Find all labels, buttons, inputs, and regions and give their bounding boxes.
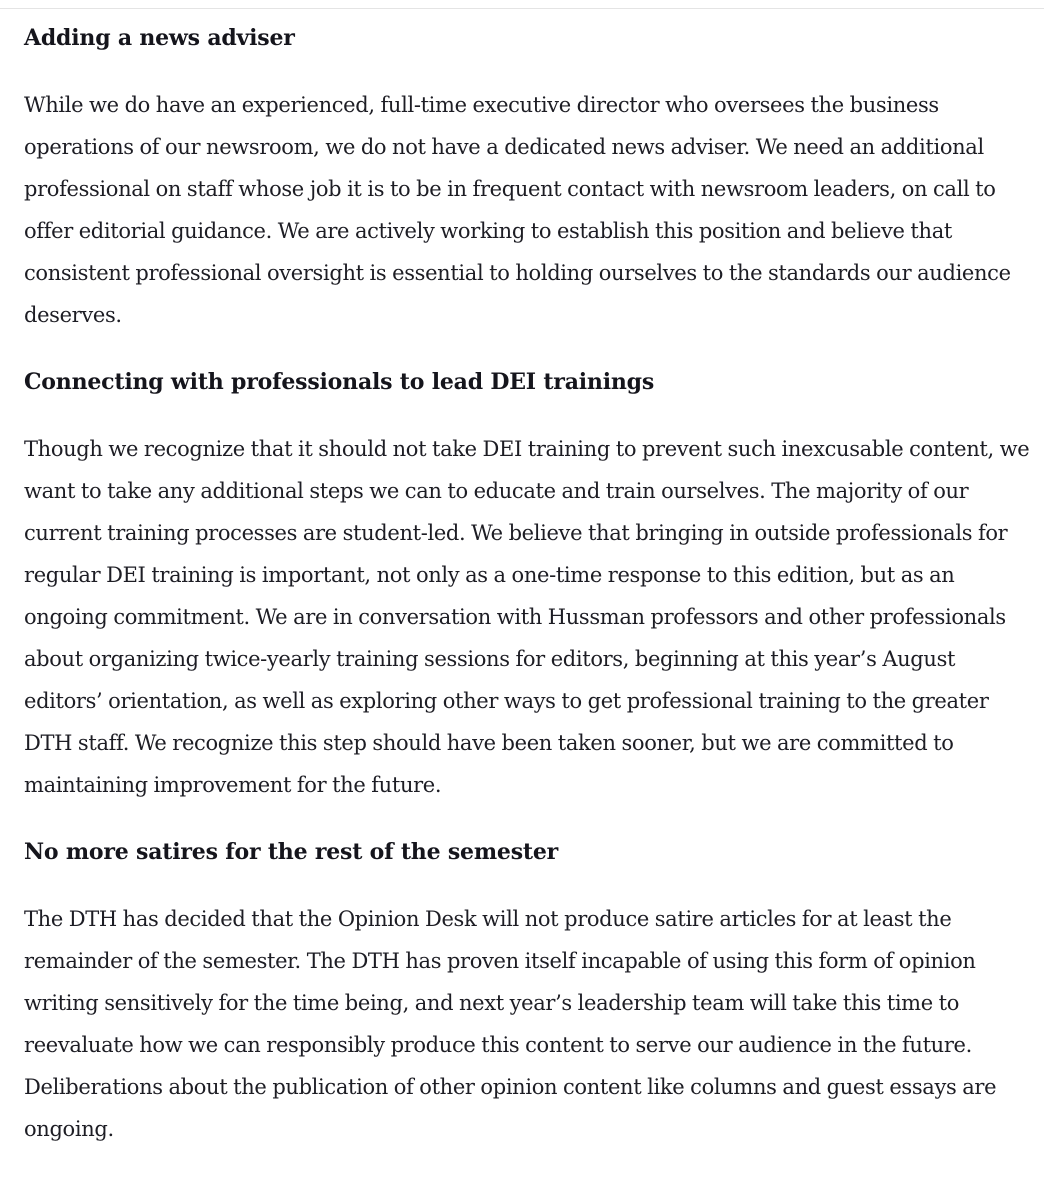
section-heading-no-satires: No more satires for the rest of the semester: [24, 839, 559, 865]
article-body: [24, 22, 1034, 1180]
section-paragraph-dei-trainings: Though we recognize that it should not take DEI training to prevent such inexcusable content, we want to take any additional steps we can to educate and train ourselves. The majority of our current training processes are student-led. We believe that bringing in outside professionals for regular DEI training is important, not only as a one-time response to this edition, but as an ongoing commitment. We are in conversation with Hussman professors and other professionals about organizing twice-yearly training sessions for editors, beginning at this year’s August editors’ orientation, as well as exploring other ways to get professional training to the greater DTH staff. We recognize this step should have been taken sooner, but we are committed to maintaining improvement for the future.: [24, 437, 1030, 797]
section-paragraph-no-satires: The DTH has decided that the Opinion Desk will not produce satire articles for at least the remainder of the semester. The DTH has proven itself incapable of using this form of opinion writing sensitively for the time being, and next year’s leadership team will take this time to reevaluate how we can responsibly produce this content to serve our audience in the future. Deliberations about the publication of other opinion content like columns and guest essays are ongoing.: [24, 907, 997, 1141]
section-paragraph-news-adviser: While we do have an experienced, full-time executive director who oversees the business operations of our newsroom, we do not have a dedicated news adviser. We need an additional professional on staff whose job it is to be in frequent contact with newsroom leaders, on call to offer editorial guidance. We are actively working to establish this position and believe that consistent professional oversight is essential to holding ourselves to the standards our audience deserves.: [24, 93, 1011, 327]
section-heading-dei-trainings: Connecting with professionals to lead DEI trainings: [24, 369, 655, 395]
section-heading-news-adviser: Adding a news adviser: [24, 25, 295, 51]
top-divider: [0, 8, 1044, 9]
